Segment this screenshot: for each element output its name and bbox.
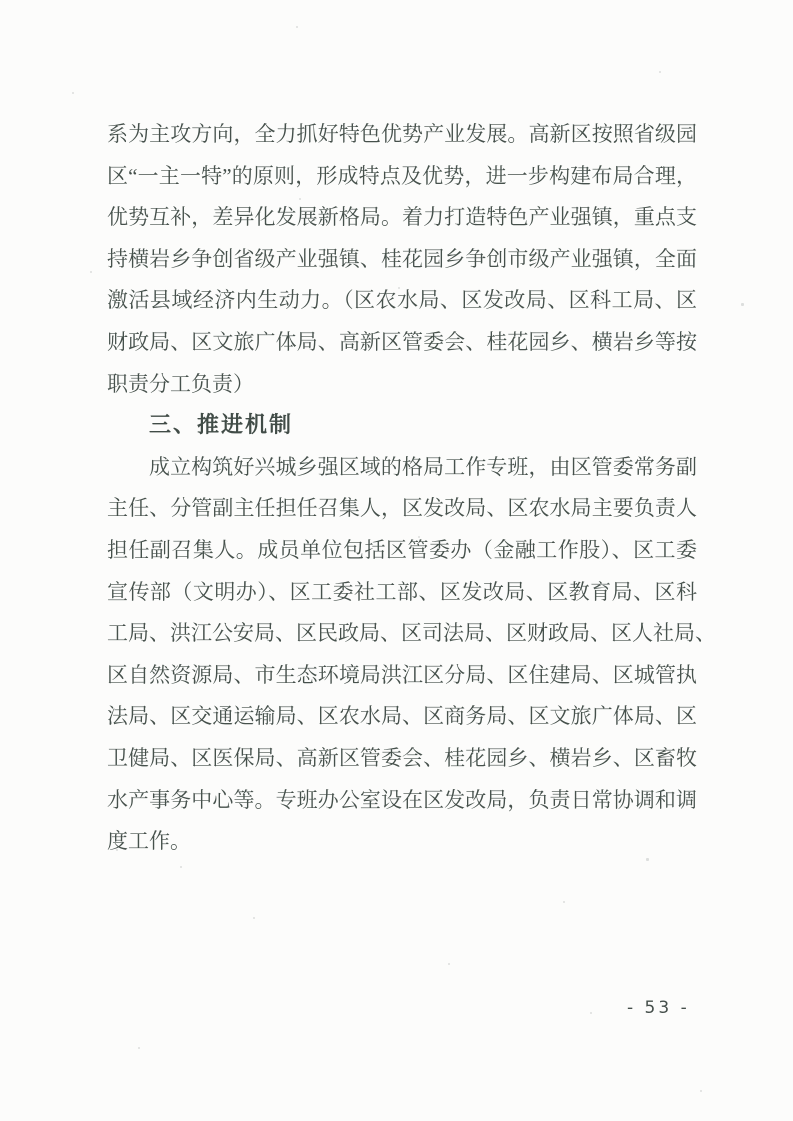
section-heading: 三、推进机制 xyxy=(149,413,294,439)
scan-speck xyxy=(296,26,298,28)
scan-speck xyxy=(72,92,74,94)
body-text-line: 水产事务中心等。专班办公室设在区发改局，负责日常协调和调 xyxy=(107,787,697,812)
scan-speck xyxy=(90,271,92,273)
scan-speck xyxy=(180,866,182,868)
body-text-line: 主任、分管副主任担任召集人，区发改局、区农水局主要负责人 xyxy=(107,496,697,521)
scan-speck xyxy=(741,303,744,306)
body-text-line: 持横岩乡争创省级产业强镇、桂花园乡争创市级产业强镇，全面 xyxy=(107,246,697,271)
body-text-line: 区自然资源局、市生态环境局洪江区分局、区住建局、区城管执 xyxy=(107,662,697,687)
scan-speck xyxy=(659,71,661,73)
body-text-line: 成立构筑好兴城乡强区域的格局工作专班，由区管委常务副 xyxy=(149,454,697,479)
scan-speck xyxy=(448,963,450,965)
body-text-line: 系为主攻方向，全力抓好特色优势产业发展。高新区按照省级园 xyxy=(107,122,697,146)
scan-speck xyxy=(138,1047,140,1049)
scan-speck xyxy=(700,1090,702,1092)
scan-speck xyxy=(590,1012,592,1014)
scan-speck xyxy=(253,917,255,919)
body-text-line: 区“一主一特”的原则，形成特点及优势，进一步构建布局合理， xyxy=(107,163,697,188)
scan-speck xyxy=(563,901,565,903)
body-text-line: 职责分工负责） xyxy=(107,371,254,396)
body-text-line: 宣传部（文明办）、区工委社工部、区发改局、区教育局、区科 xyxy=(107,579,697,604)
page-number: - 53 - xyxy=(627,998,690,1018)
body-text-line: 财政局、区文旅广体局、高新区管委会、桂花园乡、横岩乡等按 xyxy=(107,329,697,354)
body-text-line: 工局、洪江公安局、区民政局、区司法局、区财政局、区人社局、 xyxy=(107,621,716,646)
body-text-line: 卫健局、区医保局、高新区管委会、桂花园乡、横岩乡、区畜牧 xyxy=(107,745,697,770)
body-text-line: 激活县域经济内生动力。（区农水局、区发改局、区科工局、区 xyxy=(107,288,697,313)
body-text-line: 担任副召集人。成员单位包括区管委办（金融工作股）、区工委 xyxy=(107,537,697,562)
document-body xyxy=(107,114,716,863)
body-text-line: 法局、区交通运输局、区农水局、区商务局、区文旅广体局、区 xyxy=(107,704,697,729)
body-text-line: 度工作。 xyxy=(107,829,191,854)
body-text-line: 优势互补，差异化发展新格局。着力打造特色产业强镇，重点支 xyxy=(107,205,697,230)
